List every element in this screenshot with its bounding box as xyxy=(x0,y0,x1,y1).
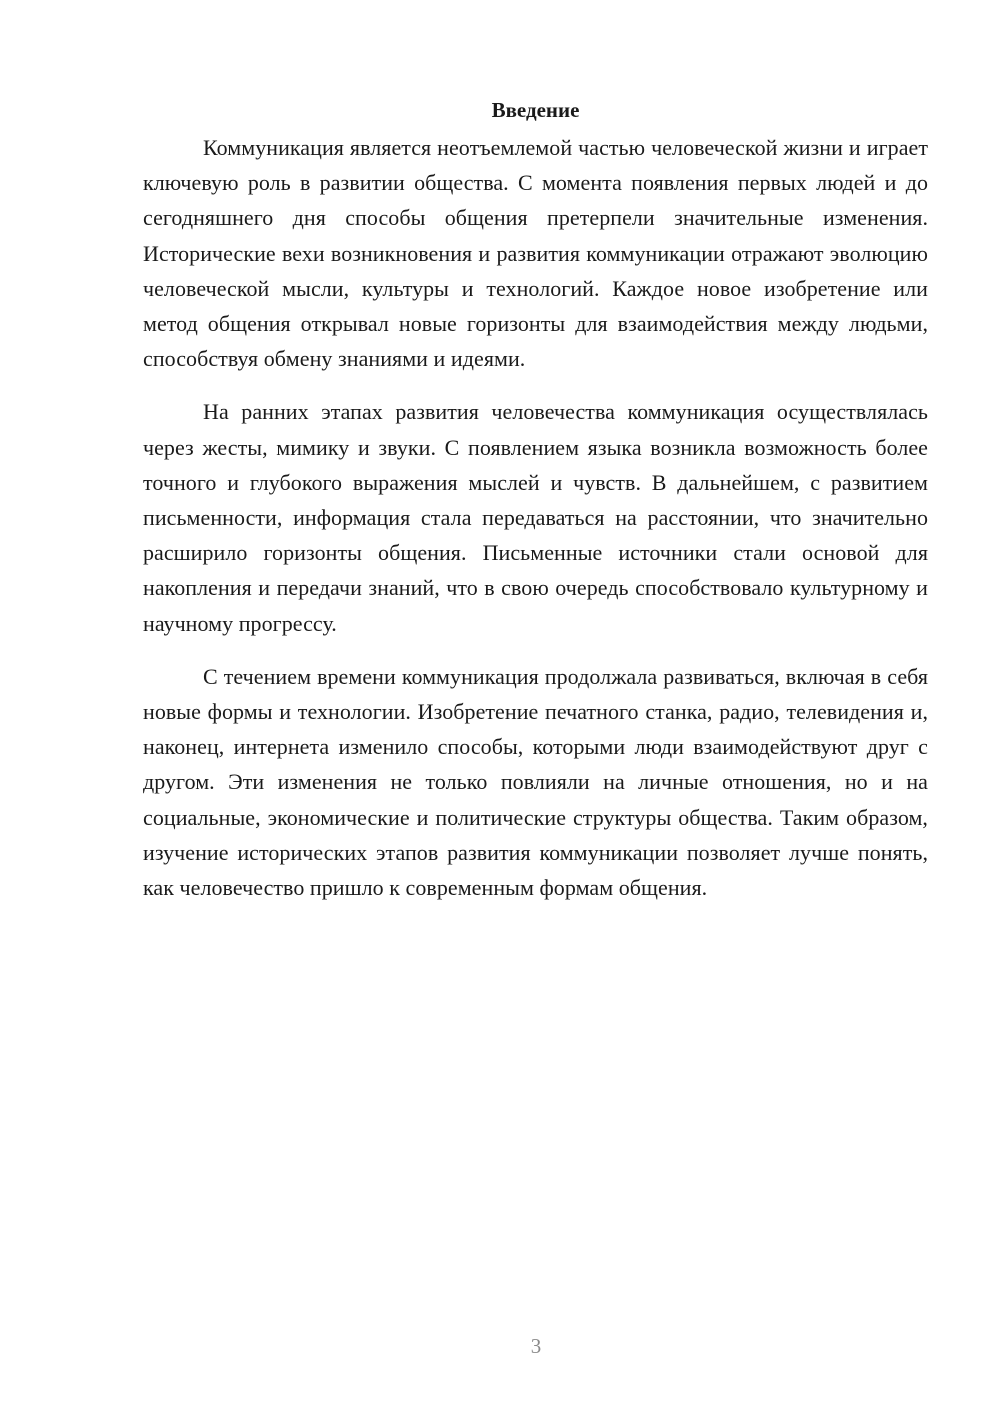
paragraph-3: С течением времени коммуникация продолжала развиваться, включая в себя новые формы и технологии. Изобретение печатного станка, радио, телевидения и, наконец, интернета изменило способы, которыми люди взаимодействуют друг с другом. Эти изменения не только повлияли на личные отношения, но и на социальные, экономические и политические структуры общества. Таким образом, изучение исторических этапов развития коммуникации позволяет лучше понять, как человечество пришло к современным формам общения. xyxy=(143,663,928,901)
paragraph-1: Коммуникация является неотъемлемой частью человеческой жизни и играет ключевую роль в развитии общества. С момента появления первых людей и до сегодняшнего дня способы общения претерпели значительные изменения. Исторические вехи возникновения и развития коммуникации отражают эволюцию человеческой мысли, культуры и технологий. Каждое новое изобретение или метод общения открывал новые горизонты для взаимодействия между людьми, способствуя обмену знаниями и идеями. xyxy=(143,135,928,372)
paragraph-2: На ранних этапах развития человечества коммуникация осуществлялась через жесты, мимику и звуки. С появлением языка возникла возможность более точного и глубокого выражения мыслей и чувств. В дальнейшем, с развитием письменности, информация стала передаваться на расстоянии, что значительно расширило горизонты общения. Письменные источники стали основой для накопления и передачи знаний, что в свою очередь способствовало культурному и научному прогрессу. xyxy=(143,399,928,636)
page-number: 3 xyxy=(530,1334,542,1358)
section-heading: Введение xyxy=(491,98,580,122)
document-page xyxy=(143,92,928,905)
